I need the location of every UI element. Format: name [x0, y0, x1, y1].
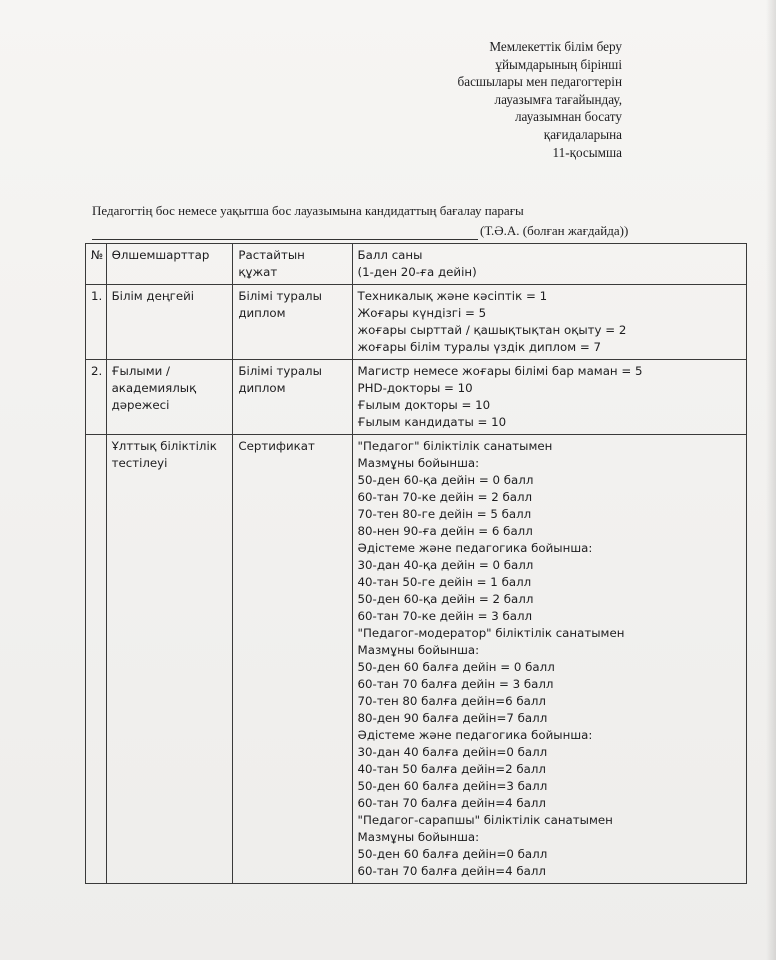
table-row [86, 285, 747, 360]
header-line: басшылары мен педагогтерін [457, 74, 622, 90]
table-header-row [86, 244, 747, 285]
evaluation-table [85, 243, 747, 884]
name-field-label: (Т.Ә.А. (болған жағдайда)) [480, 223, 629, 238]
header-line: Мемлекеттік білім беру [489, 39, 622, 54]
row-number [86, 435, 107, 884]
row-criterion: Ұлттық біліктілік тестілеуі [106, 435, 233, 884]
row-number: 1. [86, 285, 107, 360]
header-line: ұйымдарының бірінші [495, 56, 622, 72]
row-number: 2. [86, 360, 107, 435]
row-document: Сертификат [233, 435, 352, 884]
header-line: қағидаларына [543, 126, 622, 142]
page-edge-shadow [766, 0, 776, 960]
row-criterion: Білім деңгейі [106, 285, 233, 360]
row-document: Білімі туралы диплом [233, 360, 352, 435]
document-title: Педагогтің бос немесе уақытша бос лауазымына кандидаттың бағалау парағы [92, 203, 524, 218]
header-number: № [86, 244, 107, 285]
header-points: Балл саны (1-ден 20-ға дейін) [352, 244, 746, 285]
table-row [86, 435, 747, 884]
row-document: Білімі туралы диплом [233, 285, 352, 360]
row-points: "Педагог" біліктілік санатымен Мазмұны бойынша: 50-ден 60-қа дейін = 0 балл 60-тан 70-ке дейін = 2 балл 70-тен 80-ге дейін = 5 балл 80-нен 90-ға дейін = 6 балл Әдістеме және педагогика бойынша: 30-дан 40-қа дейін = 0 балл 40-тан 50-ге дейін = 1 балл 50-ден 60-қа дейін = 2 балл 60-тан 70-ке дейін = 3 балл "Педагог-модератор" біліктілік санатымен Мазмұны бойынша: 50-ден 60 балға дейін = 0 балл 60-тан 70 балға дейін = 3 балл 70-тен 80 балға дейін=6 балл 80-ден 90 балға дейін=7 балл Әдістеме және педагогика бойынша: 30-дан 40 балға дейін=0 балл 40-тан 50 балға дейін=2 балл 50-ден 60 балға дейін=3 балл 60-тан 70 балға дейін=4 балл "Педагог-сарапшы" біліктілік санатымен Мазмұны бойынша: 50-ден 60 балға дейін=0 балл 60-тан 70 балға дейін=4 балл [352, 435, 746, 884]
table-row [86, 360, 747, 435]
header-line: 11-қосымша [552, 144, 622, 160]
header-criteria: Өлшемшарттар [106, 244, 233, 285]
header-line: лауазымнан босату [514, 109, 622, 125]
header-line: лауазымға тағайындау, [494, 91, 622, 107]
row-points: Магистр немесе жоғары білімі бар маман = 5 PHD-докторы = 10 Ғылым докторы = 10 Ғылым кандидаты = 10 [352, 360, 746, 435]
name-fill-line [92, 239, 478, 240]
appendix-header [440, 38, 622, 161]
header-document: Растайтын құжат [233, 244, 352, 285]
row-criterion: Ғылыми / академиялық дәрежесі [106, 360, 233, 435]
row-points: Техникалық және кәсіптік = 1 Жоғары күндізгі = 5 жоғары сырттай / қашықтықтан оқыту = 2 жоғары білім туралы үздік диплом = 7 [352, 285, 746, 360]
